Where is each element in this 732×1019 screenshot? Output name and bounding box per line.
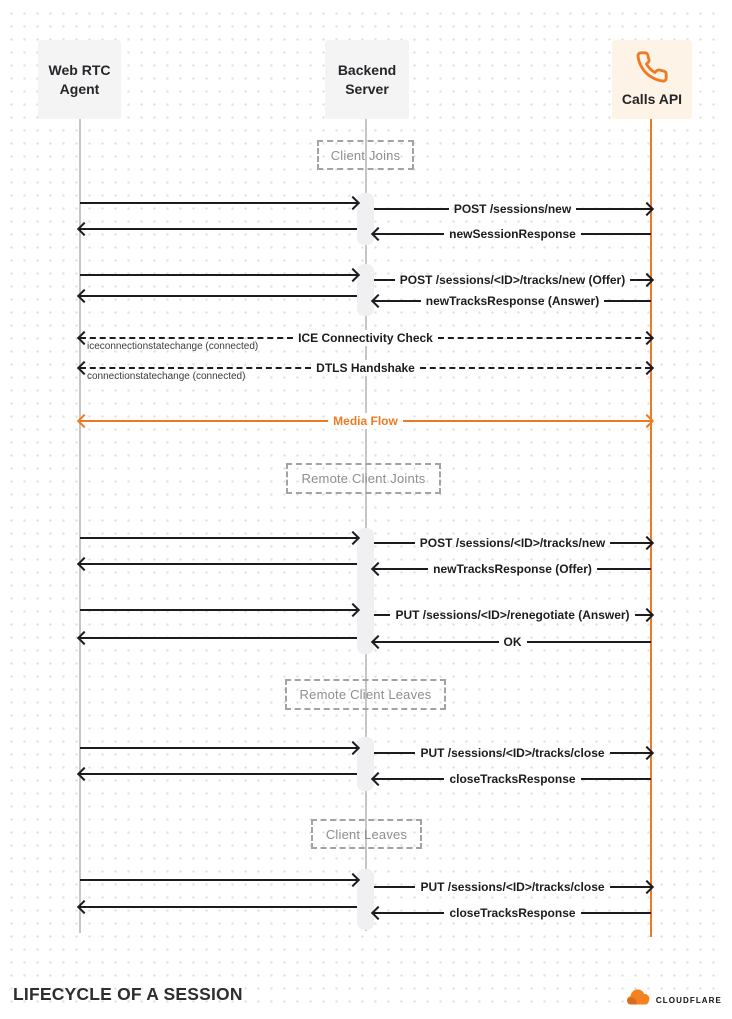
message-label: closeTracksResponse (449, 906, 576, 920)
actor-label: Web RTC (48, 61, 111, 78)
section-client-joins (317, 140, 414, 170)
arrowhead-left-icon (77, 900, 91, 914)
message-label: DTLS Handshake (311, 360, 420, 376)
message-label: PUT /sessions/<ID>/tracks/close (420, 880, 605, 894)
actor-label: Backend (337, 61, 397, 78)
lifeline-web-rtc-agent (79, 119, 81, 933)
response-arrow-backend-to-agent (80, 630, 357, 646)
arrowhead-left-icon (371, 772, 385, 786)
actor-label: Server (345, 80, 389, 97)
arrowhead-left-icon (371, 635, 385, 649)
message-label: PUT /sessions/<ID>/tracks/close (420, 746, 605, 760)
request-arrow-agent-to-backend (80, 195, 357, 211)
activation-bar (357, 869, 374, 930)
message-arrow-new-tracks-response-offer (374, 561, 651, 577)
message-label: ICE Connectivity Check (293, 330, 438, 346)
arrowhead-left-icon (77, 557, 91, 571)
section-client-leaves (311, 819, 422, 849)
message-arrow-ok (374, 634, 651, 650)
cloudflare-logo (623, 988, 722, 1013)
section-label: Client Leaves (325, 826, 408, 842)
arrowhead-left-icon (371, 294, 385, 308)
message-arrow-new-session-response (374, 226, 651, 242)
section-label: Remote Client Joints (301, 471, 426, 486)
message-label: POST /sessions/<ID>/tracks/new (Offer) (399, 273, 626, 287)
section-label: Client Joins (330, 147, 401, 163)
request-arrow-agent-to-backend (80, 267, 357, 283)
response-arrow-backend-to-agent (80, 899, 357, 915)
actor-label: Agent (59, 80, 100, 97)
arrowhead-left-icon (77, 414, 91, 428)
message-arrow-close-tracks-response (374, 771, 651, 787)
message-label: PUT /sessions/<ID>/renegotiate (Answer) (395, 608, 630, 622)
message-label: closeTracksResponse (449, 772, 576, 786)
response-arrow-backend-to-agent (80, 556, 357, 572)
request-arrow-agent-to-backend (80, 872, 357, 888)
message-arrow-put-renegotiate-answer (374, 607, 651, 623)
event-note-connectionstatechange: connectionstatechange (connected) (87, 371, 246, 382)
request-arrow-agent-to-backend (80, 740, 357, 756)
message-arrow-put-tracks-close (374, 745, 651, 761)
message-label: newTracksResponse (Answer) (425, 294, 600, 308)
arrowhead-left-icon (77, 222, 91, 236)
message-arrow-media-flow (80, 413, 651, 429)
arrowhead-left-icon (371, 906, 385, 920)
message-label: POST /sessions/<ID>/tracks/new (419, 536, 606, 550)
activation-bar (357, 264, 374, 316)
response-arrow-backend-to-agent (80, 766, 357, 782)
section-remote-client-leaves (285, 679, 446, 710)
message-arrow-post-tracks-new (374, 535, 651, 551)
actor-backend-server (325, 40, 409, 119)
request-arrow-agent-to-backend (80, 530, 357, 546)
message-label: OK (503, 635, 522, 649)
message-label: newSessionResponse (449, 227, 576, 241)
activation-bar (357, 737, 374, 791)
message-arrow-put-tracks-close (374, 879, 651, 895)
message-arrow-close-tracks-response (374, 905, 651, 921)
arrowhead-left-icon (371, 562, 385, 576)
activation-bar (357, 528, 374, 654)
response-arrow-backend-to-agent (80, 221, 357, 237)
arrowhead-left-icon (77, 631, 91, 645)
arrowhead-left-icon (77, 767, 91, 781)
event-note-iceconnectionstatechange: iceconnectionstatechange (connected) (87, 341, 259, 352)
actor-calls-api (612, 40, 692, 119)
message-label: POST /sessions/new (453, 202, 572, 216)
message-label: newTracksResponse (Offer) (433, 562, 592, 576)
section-remote-client-joins (286, 463, 441, 494)
cloudflare-wordmark: CLOUDFLARE (655, 996, 722, 1005)
page-title: LIFECYCLE OF A SESSION (13, 984, 243, 1004)
message-arrow-post-tracks-new-offer (374, 272, 651, 288)
message-arrow-new-tracks-response-answer (374, 293, 651, 309)
arrowhead-left-icon (77, 289, 91, 303)
message-label: Media Flow (328, 413, 403, 429)
phone-icon (635, 50, 669, 84)
message-arrow-post-sessions-new (374, 201, 651, 217)
arrowhead-left-icon (371, 227, 385, 241)
activation-bar (357, 193, 374, 245)
request-arrow-agent-to-backend (80, 602, 357, 618)
actor-label: Calls API (621, 91, 683, 108)
actor-web-rtc-agent (38, 40, 121, 119)
section-label: Remote Client Leaves (299, 687, 432, 702)
cloudflare-cloud-icon (623, 988, 653, 1013)
response-arrow-backend-to-agent (80, 288, 357, 304)
